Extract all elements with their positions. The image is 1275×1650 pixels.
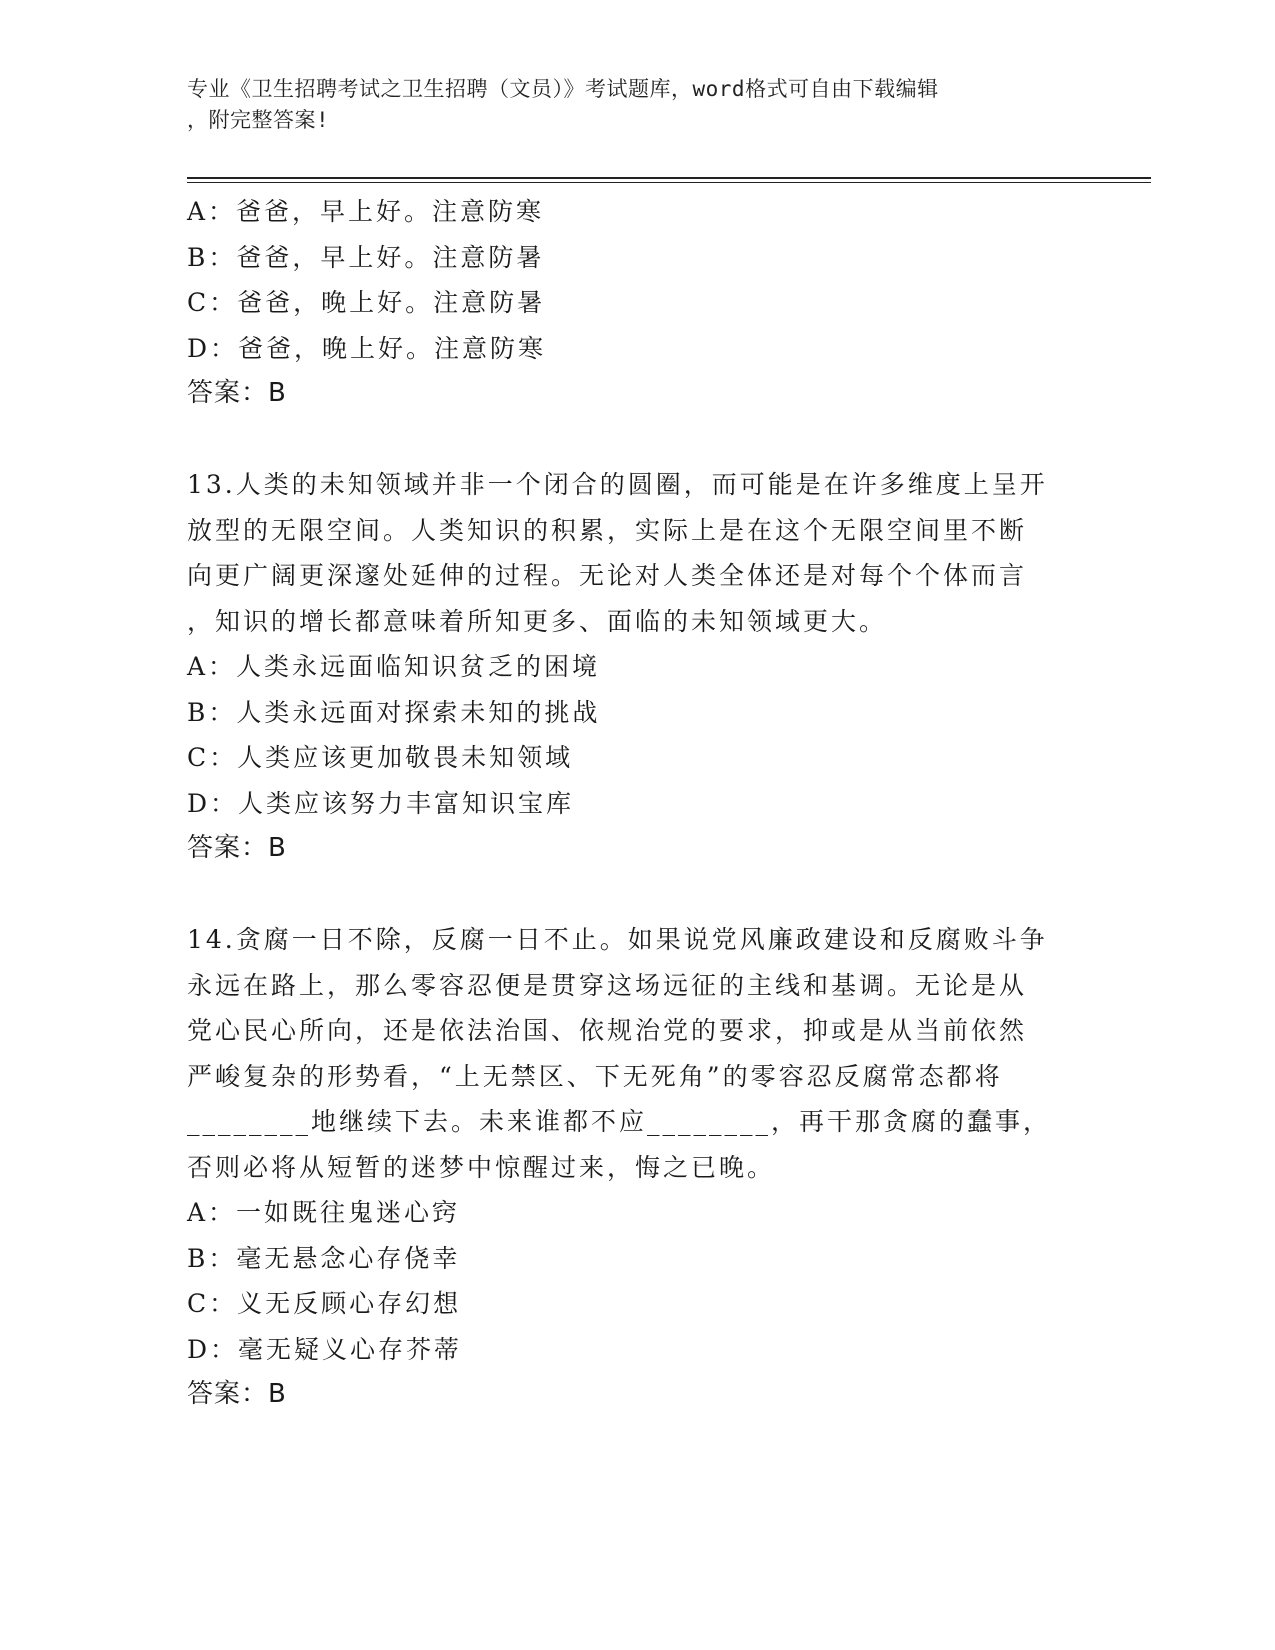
answer-line: 答案：B — [187, 1379, 287, 1409]
option-b: B：人类永远面对探索未知的挑战 — [187, 697, 601, 727]
header-divider-thin — [187, 182, 1151, 183]
option-a: A：一如既往鬼迷心窍 — [187, 1198, 461, 1227]
question-list — [187, 189, 1067, 1418]
answer-line: 答案：B — [187, 378, 287, 408]
option-c: C：爸爸，晚上好。注意防暑 — [187, 288, 546, 317]
question-text-line: 13.人类的未知领域并非一个闭合的圆圈，而可能是在许多维度上呈开 — [187, 470, 1048, 499]
option-a: A：人类永远面临知识贫乏的困境 — [187, 652, 601, 681]
option-d: D：毫无疑义心存芥蒂 — [187, 1334, 463, 1364]
question-text-line: ，知识的增长都意味着所知更多、面临的未知领域更大。 — [187, 606, 888, 636]
question-text-line: 向更广阔更深邃处延伸的过程。无论对人类全体还是对每个个体而言 — [187, 561, 1028, 590]
option-b: B：爸爸，早上好。注意防暑 — [187, 242, 545, 272]
option-d: D：人类应该努力丰富知识宝库 — [187, 788, 575, 818]
option-b: B：毫无悬念心存侥幸 — [187, 1243, 461, 1273]
question-12 — [187, 189, 1067, 417]
question-text-line: ________地继续下去。未来谁都不应________，再干那贪腐的蠢事， — [187, 1107, 1052, 1136]
header-line-2: ，附完整答案! — [187, 108, 330, 132]
question-text-line: 永远在路上，那么零容忍便是贯穿这场远征的主线和基调。无论是从 — [187, 970, 1028, 1000]
option-a: A：爸爸，早上好。注意防寒 — [187, 197, 545, 226]
question-14 — [187, 917, 1067, 1418]
question-13 — [187, 462, 1067, 872]
option-d: D：爸爸，晚上好。注意防寒 — [187, 333, 547, 363]
spacer — [187, 872, 1067, 918]
option-c: C：人类应该更加敬畏未知领域 — [187, 743, 574, 772]
page-header — [187, 74, 1067, 136]
header-line-1: 专业《卫生招聘考试之卫生招聘（文员）》考试题库，word格式可自由下载编辑 — [187, 77, 939, 101]
spacer — [187, 417, 1067, 463]
header-divider-thick — [187, 177, 1151, 179]
question-text-line: 党心民心所向，还是依法治国、依规治党的要求，抑或是从当前依然 — [187, 1016, 1028, 1045]
question-text-line: 严峻复杂的形势看，“上无禁区、下无死角”的零容忍反腐常态都将 — [187, 1061, 1003, 1091]
answer-line: 答案：B — [187, 833, 287, 863]
question-text-line: 14.贪腐一日不除，反腐一日不止。如果说党风廉政建设和反腐败斗争 — [187, 925, 1048, 954]
option-c: C：义无反顾心存幻想 — [187, 1289, 462, 1318]
question-text-line: 否则必将从短暂的迷梦中惊醒过来，悔之已晚。 — [187, 1152, 776, 1182]
question-text-line: 放型的无限空间。人类知识的积累，实际上是在这个无限空间里不断 — [187, 515, 1028, 545]
